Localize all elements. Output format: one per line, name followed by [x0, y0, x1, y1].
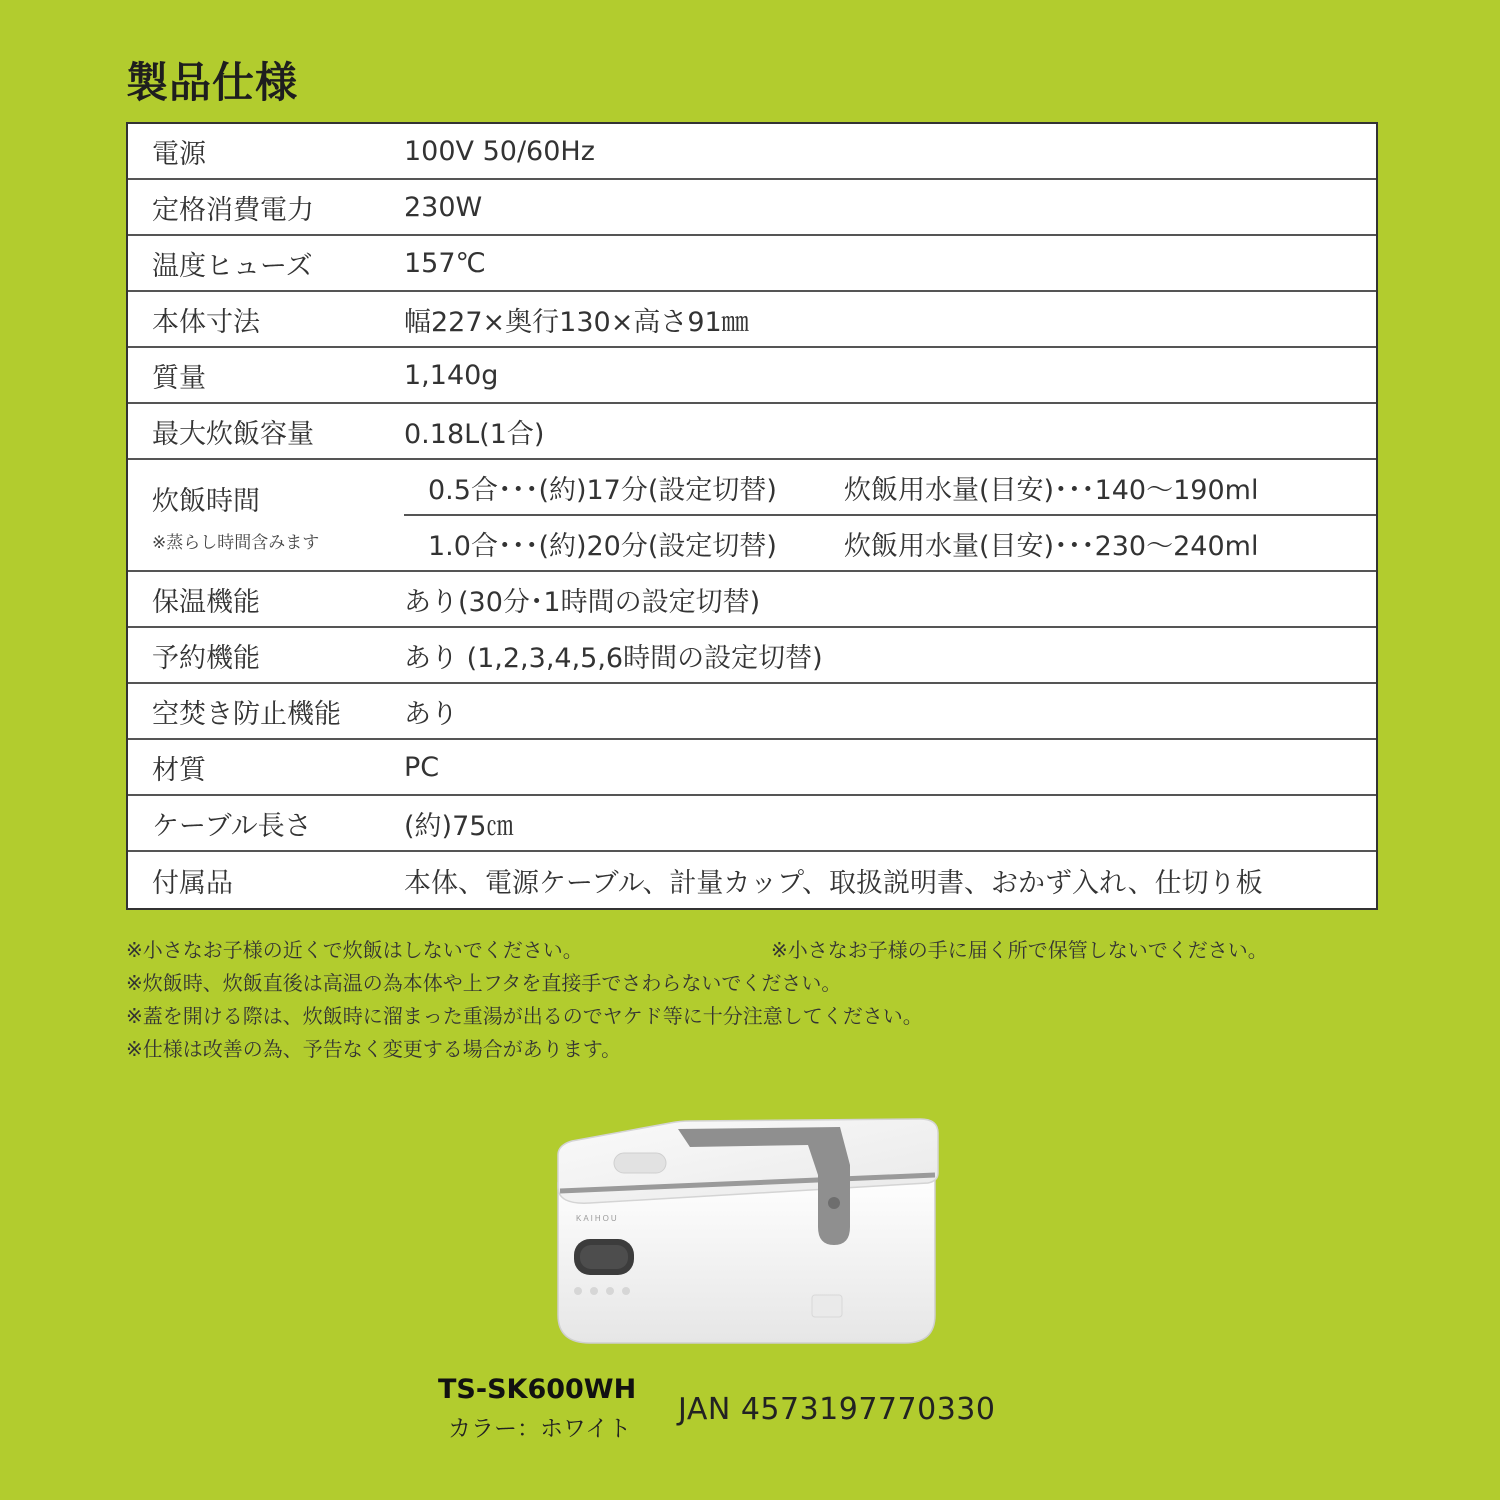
brand-logo: KAIHOU: [576, 1214, 619, 1223]
rice-time-amount: 1.0合･･･(約)20分(設定切替): [428, 530, 777, 562]
spec-value: 230W: [380, 180, 1376, 236]
spec-table: [126, 122, 1378, 910]
spec-label: 温度ヒューズ: [128, 236, 380, 292]
spec-label: 材質: [128, 740, 380, 796]
spec-value: PC: [380, 740, 1376, 796]
button-icon: [606, 1287, 614, 1295]
spec-value: 0.18L(1合): [380, 404, 1376, 460]
spec-label: 保温機能: [128, 572, 380, 628]
spec-value: あり (1,2,3,4,5,6時間の設定切替): [380, 628, 1376, 684]
rice-time-row: [404, 516, 1376, 570]
power-port: [812, 1295, 842, 1317]
jan-code: JAN 4573197770330: [678, 1392, 996, 1427]
spec-label: 最大炊飯容量: [128, 404, 380, 460]
caution-line: ※炊飯時、炊飯直後は高温の為本体や上フタを直接手でさわらないでください。: [126, 971, 842, 995]
caution-text: ※小さなお子様の手に届く所で保管しないでください。: [771, 938, 1268, 962]
model-number: TS-SK600WH: [438, 1374, 637, 1405]
spec-value: 157℃: [380, 236, 1376, 292]
rice-time-label: 炊飯時間: [152, 486, 260, 517]
spec-value: 100V 50/60Hz: [380, 124, 1376, 180]
spec-value: 1,140g: [380, 348, 1376, 404]
spec-value: あり(30分･1時間の設定切替): [380, 572, 1376, 628]
button-icon: [590, 1287, 598, 1295]
caution-notes: [126, 934, 1386, 1066]
rice-time-water: 炊飯用水量(目安)･･･140〜190ml: [844, 474, 1259, 506]
spec-label: 予約機能: [128, 628, 380, 684]
spec-label: 空焚き防止機能: [128, 684, 380, 740]
caution-line: ※仕様は改善の為、予告なく変更する場合があります。: [126, 1037, 622, 1061]
button-icon: [574, 1287, 582, 1295]
caution-text: ※小さなお子様の近くで炊飯はしないでください。: [126, 938, 583, 962]
rice-time-row: [404, 460, 1376, 516]
rice-time-label-cell: [128, 460, 380, 572]
display-glass: [580, 1245, 628, 1269]
rice-time-value-cell: [380, 460, 1376, 572]
steam-vent: [614, 1153, 666, 1173]
strap-button: [828, 1197, 840, 1209]
spec-label: 定格消費電力: [128, 180, 380, 236]
caution-line: ※蓋を開ける際は、炊飯時に溜まった重湯が出るのでヤケド等に十分注意してください。: [126, 1004, 923, 1028]
color-label: カラー：ホワイト: [448, 1416, 632, 1442]
rice-time-note: ※蒸らし時間含みます: [152, 533, 320, 553]
product-image: [550, 1115, 945, 1350]
spec-value: (約)75㎝: [380, 796, 1376, 852]
rice-time-amount: 0.5合･･･(約)17分(設定切替): [428, 474, 777, 506]
page-title: 製品仕様: [126, 58, 299, 107]
caution-line: [126, 934, 1386, 967]
spec-label: 付属品: [152, 867, 233, 899]
spec-value: 幅227×奥行130×高さ91㎜: [380, 292, 1376, 348]
rice-time-water: 炊飯用水量(目安)･･･230〜240ml: [844, 530, 1259, 562]
spec-label: 電源: [128, 124, 380, 180]
spec-value: あり: [380, 684, 1376, 740]
spec-label: 本体寸法: [128, 292, 380, 348]
button-icon: [622, 1287, 630, 1295]
spec-label: ケーブル長さ: [128, 796, 380, 852]
spec-label: 質量: [128, 348, 380, 404]
spec-value: 本体、電源ケーブル、計量カップ、取扱説明書、おかず入れ、仕切り板: [404, 867, 1263, 899]
